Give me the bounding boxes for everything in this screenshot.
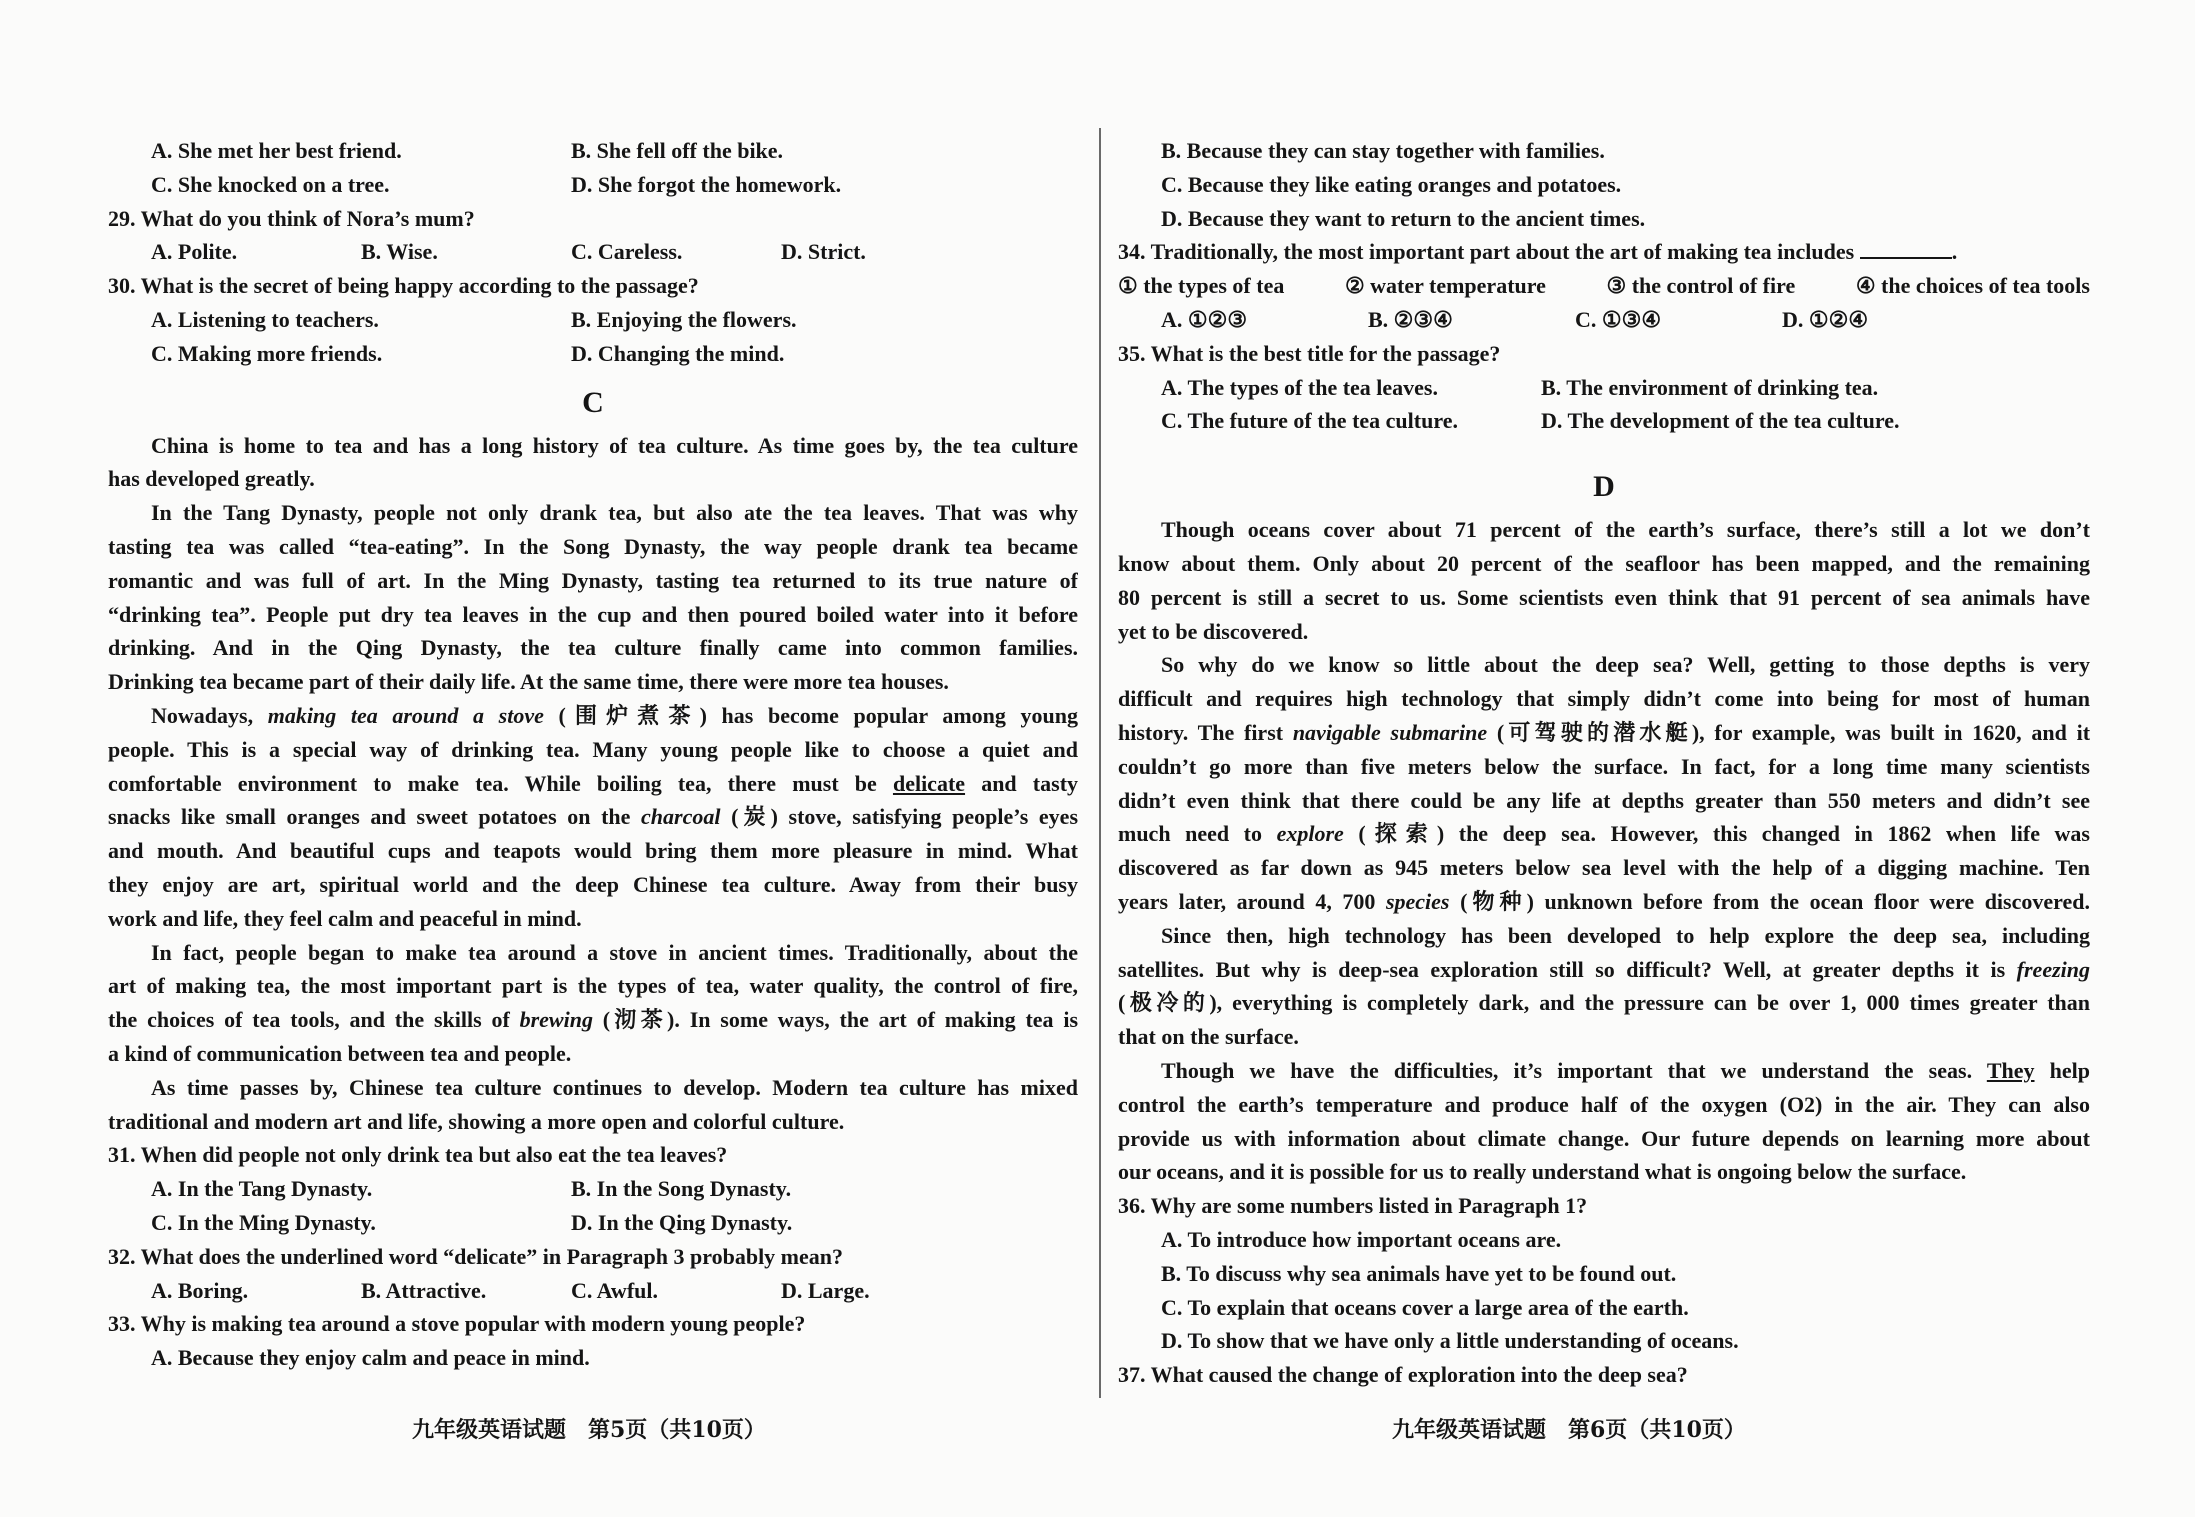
q31-option-a: A. In the Tang Dynasty. bbox=[151, 1176, 373, 1202]
text-run: (炭) stove, satisfying people’s eyes bbox=[720, 804, 1078, 830]
passage-d-line bbox=[1118, 885, 2090, 919]
column-divider bbox=[1099, 128, 1101, 1398]
passage-c-line: people. This is a special way of drinking tea. Many young people like to choose a quiet and bbox=[108, 736, 1078, 762]
q35-question: 35. What is the best title for the passage? bbox=[1118, 340, 1501, 366]
italic-term: species bbox=[1385, 888, 1450, 914]
text-run: history. The first bbox=[1118, 719, 1284, 745]
passage-c-line bbox=[108, 767, 1078, 801]
q34-option-d: D. ①②④ bbox=[1782, 306, 1869, 332]
q30-option-b: B. Enjoying the flowers. bbox=[571, 306, 797, 332]
q34-option-b: B. ②③④ bbox=[1368, 306, 1453, 332]
q28-option-c: C. She knocked on a tree. bbox=[151, 171, 390, 197]
italic-term: making tea around a stove bbox=[267, 702, 544, 728]
q34-item-3: ③ the control of fire bbox=[1606, 273, 1796, 299]
passage-c-line: and mouth. And beautiful cups and teapots would bring them more pleasure in mind. What bbox=[108, 838, 1078, 864]
q32-question: 32. What does the underlined word “delicate” in Paragraph 3 probably mean? bbox=[108, 1243, 844, 1269]
q32-option-b: B. Attractive. bbox=[361, 1277, 487, 1303]
right-page bbox=[1118, 134, 2090, 1392]
q33-option-b: B. Because they can stay together with families. bbox=[1161, 138, 1605, 163]
passage-d-line: Since then, high technology has been developed to help explore the deep sea, including bbox=[1161, 922, 2090, 948]
passage-d-line: Though oceans cover about 71 percent of the earth’s surface, there’s still a lot we don’t bbox=[1161, 517, 2090, 543]
q31-option-d: D. In the Qing Dynasty. bbox=[571, 1209, 793, 1235]
q33-question: 33. Why is making tea around a stove popular with modern young people? bbox=[108, 1311, 806, 1337]
q34-text: 34. Traditionally, the most important part about the art of making tea includes bbox=[1118, 239, 1855, 265]
text-run: (沏茶). In some ways, the art of making tea is bbox=[592, 1007, 1078, 1033]
italic-term: navigable submarine bbox=[1292, 719, 1488, 745]
page-footer-right: 九年级英语试题 第6页（共10页） bbox=[1392, 1417, 1746, 1443]
left-page bbox=[108, 134, 1078, 1375]
q30-options-row-1 bbox=[108, 303, 1078, 337]
text-run: snacks like small oranges and sweet potatoes on the bbox=[108, 804, 631, 830]
passage-d-line bbox=[1118, 1054, 2090, 1088]
q33-option-d: D. Because they want to return to the ancient times. bbox=[1161, 205, 1646, 231]
passage-d-line: 80 percent is still a secret to us. Some scientists even think that 91 percent of sea animals have bbox=[1118, 584, 2090, 610]
q35-option-b: B. The environment of drinking tea. bbox=[1541, 374, 1879, 400]
passage-d-line: (极冷的), everything is completely dark, and the pressure can be over 1, 000 times greater than bbox=[1118, 990, 2090, 1016]
passage-c-line: As time passes by, Chinese tea culture continues to develop. Modern tea culture has mixed bbox=[151, 1074, 1078, 1100]
text-run: (物种) unknown before from the ocean floor were discovered. bbox=[1449, 888, 2090, 914]
q36-option-c: C. To explain that oceans cover a large area of the earth. bbox=[1161, 1294, 1689, 1320]
q32-option-a: A. Boring. bbox=[151, 1277, 249, 1303]
text-run: years later, around 4, 700 bbox=[1118, 888, 1376, 914]
passage-c-line: China is home to tea and has a long history of tea culture. As time goes by, the tea culture bbox=[151, 432, 1078, 458]
q36-question: 36. Why are some numbers listed in Paragraph 1? bbox=[1118, 1193, 1588, 1219]
q36-option-a: A. To introduce how important oceans are. bbox=[1161, 1226, 1562, 1252]
passage-d-line: our oceans, and it is possible for us to really understand what is ongoing below the surface. bbox=[1118, 1159, 1967, 1185]
q33-option-a: A. Because they enjoy calm and peace in mind. bbox=[151, 1345, 590, 1371]
q28-option-a: A. She met her best friend. bbox=[151, 138, 402, 163]
passage-d-line: yet to be discovered. bbox=[1118, 618, 1309, 644]
q29-options bbox=[108, 235, 1078, 269]
text-run: (探索) the deep sea. However, this changed in 1862 when life was bbox=[1343, 821, 2090, 847]
passage-d-line: couldn’t go more than five meters below the surface. In fact, for a long time many scientists bbox=[1118, 753, 2090, 779]
passage-d-line: discovered as far down as 945 meters below sea level with the help of a digging machine. Ten bbox=[1118, 855, 2090, 881]
q35-options-row-1 bbox=[1118, 371, 2090, 405]
answer-blank bbox=[1860, 235, 1952, 259]
passage-c-line: Drinking tea became part of their daily life. At the same time, there were more tea houses. bbox=[108, 669, 949, 695]
passage-d-line: difficult and requires high technology that simply didn’t come into being for most of human bbox=[1118, 686, 2090, 712]
q29-question: 29. What do you think of Nora’s mum? bbox=[108, 205, 475, 231]
passage-d-line: control the earth’s temperature and produce half of the oxygen (O2) in the air. They can also bbox=[1118, 1091, 2090, 1117]
section-d-heading: D bbox=[1593, 470, 1615, 504]
q28-option-b: B. She fell off the bike. bbox=[571, 138, 784, 163]
italic-term: explore bbox=[1276, 821, 1344, 847]
passage-d-line: didn’t even think that there could be any life at depths greater than 550 meters and didn’t see bbox=[1118, 787, 2090, 813]
italic-term: brewing bbox=[519, 1007, 593, 1033]
q36-option-d: D. To show that we have only a little understanding of oceans. bbox=[1161, 1328, 1739, 1354]
text-run: and tasty bbox=[965, 770, 1078, 796]
q34-item-2: ② water temperature bbox=[1344, 273, 1546, 299]
q34-option-a: A. ①②③ bbox=[1161, 306, 1248, 332]
q33-option-c: C. Because they like eating oranges and potatoes. bbox=[1161, 171, 1622, 197]
q31-options-row-1 bbox=[108, 1172, 1078, 1206]
text-run: Nowadays, bbox=[151, 702, 254, 728]
passage-c-line: tasting tea was called “tea-eating”. In the Song Dynasty, the way people drank tea became bbox=[108, 533, 1078, 559]
q31-option-c: C. In the Ming Dynasty. bbox=[151, 1209, 376, 1235]
italic-term: freezing bbox=[2016, 956, 2090, 982]
q29-option-a: A. Polite. bbox=[151, 239, 238, 265]
passage-d-line: provide us with information about climate change. Our future depends on learning more about bbox=[1118, 1125, 2090, 1151]
q29-option-d: D. Strict. bbox=[781, 239, 866, 265]
page-footer-left: 九年级英语试题 第5页（共10页） bbox=[412, 1417, 766, 1443]
q34-period: . bbox=[1951, 239, 1958, 265]
q35-option-a: A. The types of the tea leaves. bbox=[1161, 374, 1438, 400]
passage-d bbox=[1118, 513, 2090, 1189]
q28-option-d: D. She forgot the homework. bbox=[571, 171, 842, 197]
q34-item-1: ① the types of tea bbox=[1118, 273, 1285, 299]
passage-c-line: In the Tang Dynasty, people not only drank tea, but also ate the tea leaves. That was why bbox=[151, 500, 1078, 526]
q34-options bbox=[1118, 303, 2090, 337]
italic-term: charcoal bbox=[641, 804, 721, 830]
q34-items bbox=[1118, 269, 2090, 303]
text-run: Though we have the difficulties, it’s important that we understand the seas. bbox=[1161, 1057, 1973, 1083]
passage-d-line: that on the surface. bbox=[1118, 1024, 1299, 1050]
q30-option-a: A. Listening to teachers. bbox=[151, 306, 379, 332]
q30-option-c: C. Making more friends. bbox=[151, 340, 383, 366]
text-run: help bbox=[2034, 1057, 2090, 1083]
passage-d-line bbox=[1118, 817, 2090, 851]
text-run: comfortable environment to make tea. While boiling tea, there must be bbox=[108, 770, 877, 796]
text-run: (可驾驶的潜水艇), for example, was built in 1620, and it bbox=[1487, 719, 2090, 745]
passage-c-line: romantic and was full of art. In the Ming Dynasty, tasting tea returned to its true nature of bbox=[108, 567, 1078, 593]
section-c-heading: C bbox=[582, 385, 604, 419]
q31-options-row-2 bbox=[108, 1206, 1078, 1240]
passage-c-line: drinking. And in the Qing Dynasty, the tea culture finally came into common families. bbox=[108, 635, 1078, 661]
text-run: much need to bbox=[1118, 821, 1263, 847]
q29-option-b: B. Wise. bbox=[361, 239, 438, 265]
q32-options bbox=[108, 1274, 1078, 1308]
underlined-word-they: They bbox=[1986, 1057, 2035, 1083]
passage-c-line bbox=[108, 800, 1078, 834]
passage-c-line: traditional and modern art and life, showing a more open and colorful culture. bbox=[108, 1108, 845, 1134]
q29-option-c: C. Careless. bbox=[571, 239, 683, 265]
q37-question: 37. What caused the change of exploration into the deep sea? bbox=[1118, 1362, 1688, 1388]
passage-d-line: So why do we know so little about the deep sea? Well, getting to those depths is very bbox=[1161, 652, 2090, 678]
q35-option-d: D. The development of the tea culture. bbox=[1541, 408, 1900, 434]
q34-item-4: ④ the choices of tea tools bbox=[1855, 273, 2090, 299]
q30-option-d: D. Changing the mind. bbox=[571, 340, 785, 366]
passage-d-line bbox=[1118, 716, 2090, 750]
q35-options-row-2 bbox=[1118, 404, 2090, 438]
passage-d-line: know about them. Only about 20 percent of the seafloor has been mapped, and the remaining bbox=[1118, 550, 2090, 576]
passage-d-line bbox=[1118, 953, 2090, 987]
q34-option-c: C. ①③④ bbox=[1575, 306, 1662, 332]
passage-c-line: a kind of communication between tea and people. bbox=[108, 1040, 572, 1066]
q31-option-b: B. In the Song Dynasty. bbox=[571, 1176, 792, 1202]
q34-question bbox=[1118, 235, 2090, 269]
passage-c-line bbox=[108, 699, 1078, 733]
q32-option-c: C. Awful. bbox=[571, 1277, 658, 1303]
q32-option-d: D. Large. bbox=[781, 1277, 870, 1303]
q28-options-row-1 bbox=[108, 134, 1078, 168]
passage-c-line: work and life, they feel calm and peaceful in mind. bbox=[108, 905, 582, 931]
q28-options-row-2 bbox=[108, 168, 1078, 202]
text-run: the choices of tea tools, and the skills of bbox=[108, 1007, 510, 1033]
q31-question: 31. When did people not only drink tea but also eat the tea leaves? bbox=[108, 1142, 728, 1168]
text-run: (围炉煮茶) has become popular among young bbox=[543, 702, 1078, 728]
text-run: satellites. But why is deep-sea exploration still so difficult? Well, at greater depths it is bbox=[1118, 956, 2006, 982]
q30-options-row-2 bbox=[108, 337, 1078, 371]
passage-c-line: art of making tea, the most important part is the types of tea, water quality, the control of fire, bbox=[108, 973, 1078, 999]
passage-c bbox=[108, 429, 1078, 1139]
underlined-word-delicate: delicate bbox=[892, 770, 966, 796]
passage-c-line: “drinking tea”. People put dry tea leaves in the cup and then poured boiled water into it before bbox=[108, 601, 1078, 627]
passage-c-line: has developed greatly. bbox=[108, 466, 315, 492]
q30-question: 30. What is the secret of being happy according to the passage? bbox=[108, 273, 699, 299]
q35-option-c: C. The future of the tea culture. bbox=[1161, 408, 1458, 434]
passage-c-line: In fact, people began to make tea around a stove in ancient times. Traditionally, about the bbox=[151, 939, 1078, 965]
passage-c-line bbox=[108, 1003, 1078, 1037]
passage-c-line: they enjoy are art, spiritual world and the deep Chinese tea culture. Away from their busy bbox=[108, 871, 1078, 897]
q36-option-b: B. To discuss why sea animals have yet to be found out. bbox=[1161, 1260, 1677, 1286]
